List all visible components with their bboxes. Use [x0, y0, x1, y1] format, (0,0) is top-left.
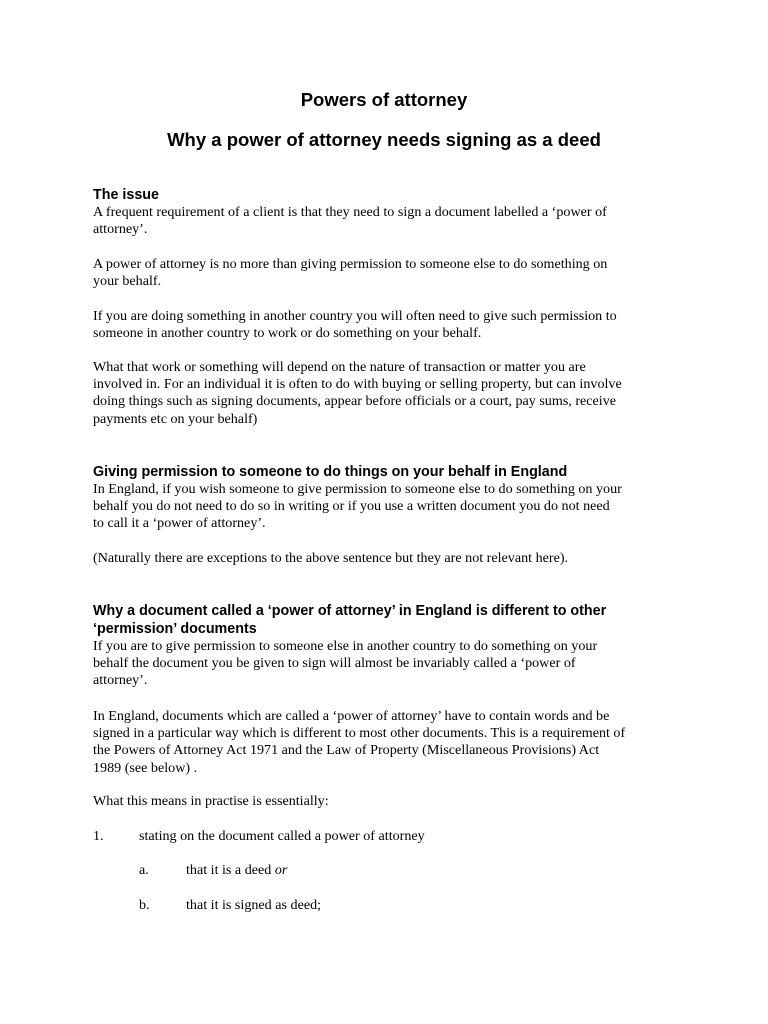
paragraph-line: What this means in practise is essentially:: [93, 793, 329, 809]
paragraph-line: behalf the document you be given to sign will almost be invariably called a ‘power of: [93, 655, 576, 672]
list-item-text: stating on the document called a power of attorney: [139, 828, 425, 844]
sub-list-item-text-main: that it is a deed: [186, 862, 275, 878]
paragraph-line: 1989 (see below) .: [93, 759, 198, 776]
paragraph: [93, 550, 683, 567]
section-heading-why-different: [93, 602, 693, 638]
section-heading-giving-permission: Giving permission to someone to do things on your behalf in England: [93, 464, 568, 480]
sub-list-item-text-italic: or: [274, 862, 288, 878]
paragraph-line: someone in another country to work or do something on your behalf.: [93, 325, 482, 342]
heading-line: Why a document called a ‘power of attorney’ in England is different to other: [93, 603, 607, 619]
paragraph: [93, 359, 683, 428]
paragraph-line: to call it a ‘power of attorney’.: [93, 515, 266, 532]
paragraph: [93, 708, 683, 777]
paragraph-line: A frequent requirement of a client is that they need to sign a document labelled a ‘power of: [93, 204, 607, 220]
paragraph-line: signed in a particular way which is different to most other documents. This is a requirement of: [93, 725, 626, 742]
document-subtitle: Why a power of attorney needs signing as a deed: [167, 129, 601, 150]
sub-list-item-marker: a.: [139, 862, 149, 878]
paragraph: [93, 793, 683, 810]
paragraph-line: (Naturally there are exceptions to the above sentence but they are not relevant here).: [93, 550, 569, 566]
sub-list-item-text: that it is signed as deed;: [186, 897, 322, 913]
sub-list-item-text: [186, 862, 287, 879]
paragraph-line: payments etc on your behalf): [93, 410, 258, 427]
paragraph: [93, 638, 683, 690]
paragraph-line: behalf you do not need to do so in writing or if you use a written document you do not need: [93, 498, 610, 515]
paragraph-line: In England, documents which are called a ‘power of attorney’ have to contain words and be: [93, 708, 610, 724]
paragraph-line: involved in. For an individual it is often to do with buying or selling property, but can involve: [93, 376, 622, 393]
paragraph: [93, 481, 683, 533]
list-item-marker: 1.: [93, 828, 104, 844]
paragraph-line: What that work or something will depend on the nature of transaction or matter you are: [93, 359, 586, 375]
document-title: Powers of attorney: [300, 89, 468, 110]
paragraph: [93, 256, 683, 290]
paragraph-line: doing things such as signing documents, appear before officials or a court, pay sums, receive: [93, 393, 617, 410]
section-heading-the-issue: The issue: [93, 187, 159, 203]
paragraph-line: If you are to give permission to someone else in another country to do something on your: [93, 638, 598, 654]
paragraph: [93, 204, 683, 238]
paragraph-line: In England, if you wish someone to give permission to someone else to do something on your: [93, 481, 622, 497]
paragraph-line: attorney’.: [93, 221, 148, 238]
paragraph-line: the Powers of Attorney Act 1971 and the Law of Property (Miscellaneous Provisions) Act: [93, 742, 600, 759]
paragraph-line: your behalf.: [93, 273, 162, 290]
paragraph-line: attorney’.: [93, 672, 148, 689]
paragraph-line: A power of attorney is no more than giving permission to someone else to do something on: [93, 256, 608, 272]
heading-line: ‘permission’ documents: [93, 621, 257, 637]
sub-list-item-marker: b.: [139, 897, 150, 913]
paragraph-line: If you are doing something in another country you will often need to give such permission to: [93, 308, 617, 324]
paragraph: [93, 308, 683, 342]
